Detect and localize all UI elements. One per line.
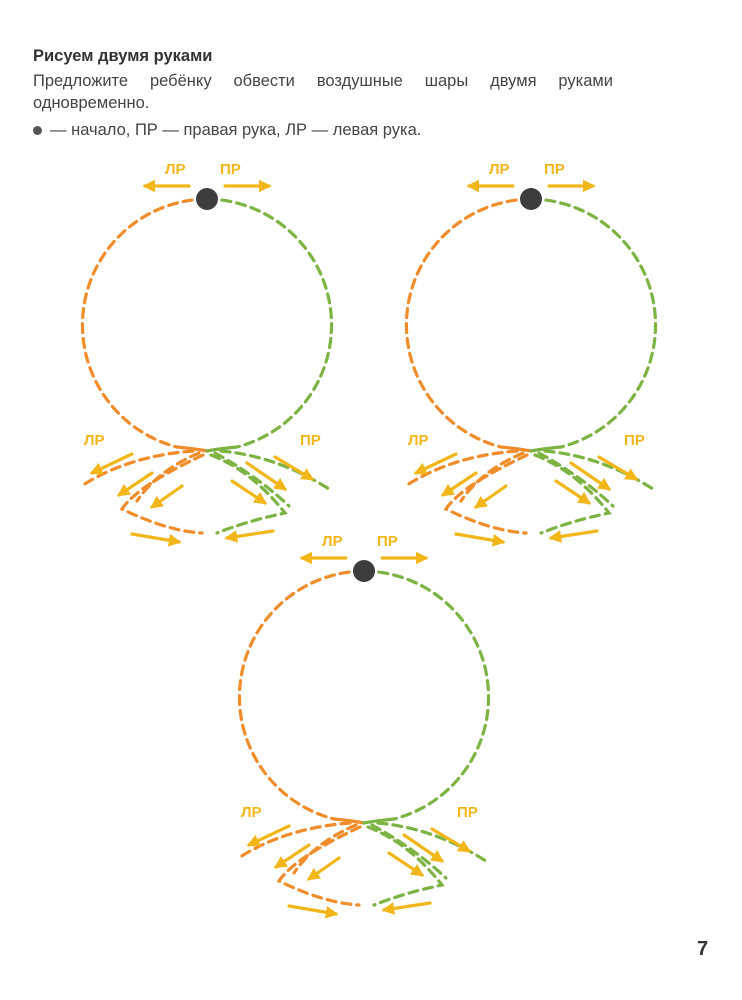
label-right-hand-top: ПР — [544, 161, 565, 178]
arrow-left-3 — [476, 486, 506, 507]
label-left-hand-top: ЛР — [489, 161, 510, 178]
ribbon-left-3 — [279, 827, 360, 905]
label-left-hand-bottom: ЛР — [84, 432, 105, 449]
arrow-right-4 — [551, 531, 597, 538]
ribbon-left-3 — [446, 455, 527, 533]
balloon-left-outline — [406, 199, 531, 447]
arrow-right-3 — [232, 481, 265, 503]
arrow-left-4 — [289, 906, 336, 914]
arrow-right-3 — [389, 853, 422, 875]
arrow-right-1 — [275, 457, 312, 479]
arrow-left-3 — [309, 858, 339, 879]
balloon-top-left — [80, 161, 332, 542]
balloon-top-right — [404, 161, 656, 542]
label-left-hand-bottom: ЛР — [241, 804, 262, 821]
balloon-left-outline — [239, 571, 364, 819]
arrow-right-1 — [599, 457, 636, 479]
ribbon-right-3 — [211, 455, 285, 533]
arrow-left-3 — [152, 486, 182, 507]
balloon-right-outline — [364, 571, 489, 819]
label-left-hand-bottom: ЛР — [408, 432, 429, 449]
label-right-hand-bottom: ПР — [300, 432, 321, 449]
page-heading: Рисуем двумя руками — [33, 47, 213, 65]
label-left-hand-top: ЛР — [165, 161, 186, 178]
balloon-right-outline — [531, 199, 656, 447]
start-dot — [353, 560, 375, 582]
start-dot — [196, 188, 218, 210]
start-dot — [520, 188, 542, 210]
arrow-right-4 — [227, 531, 273, 538]
label-right-hand-bottom: ПР — [457, 804, 478, 821]
page-number: 7 — [697, 938, 709, 960]
arrow-right-3 — [556, 481, 589, 503]
ribbon-right-3 — [368, 827, 442, 905]
ribbon-left-3 — [122, 455, 203, 533]
arrow-left-4 — [456, 534, 503, 542]
label-right-hand-bottom: ПР — [624, 432, 645, 449]
label-left-hand-top: ЛР — [322, 533, 343, 550]
label-right-hand-top: ПР — [220, 161, 241, 178]
legend-text: — начало, ПР — правая рука, ЛР — левая рука. — [50, 121, 422, 139]
balloon-bottom-center — [237, 533, 489, 914]
arrow-left-4 — [132, 534, 179, 542]
ribbon-right-3 — [535, 455, 609, 533]
balloon-left-outline — [82, 199, 207, 447]
arrow-right-1 — [432, 829, 469, 851]
arrow-right-4 — [384, 903, 430, 910]
label-right-hand-top: ПР — [377, 533, 398, 550]
balloon-right-outline — [207, 199, 332, 447]
instruction-text: Предложите ребёнку обвести воздушные шары двумя руками одновременно. — [33, 72, 613, 112]
